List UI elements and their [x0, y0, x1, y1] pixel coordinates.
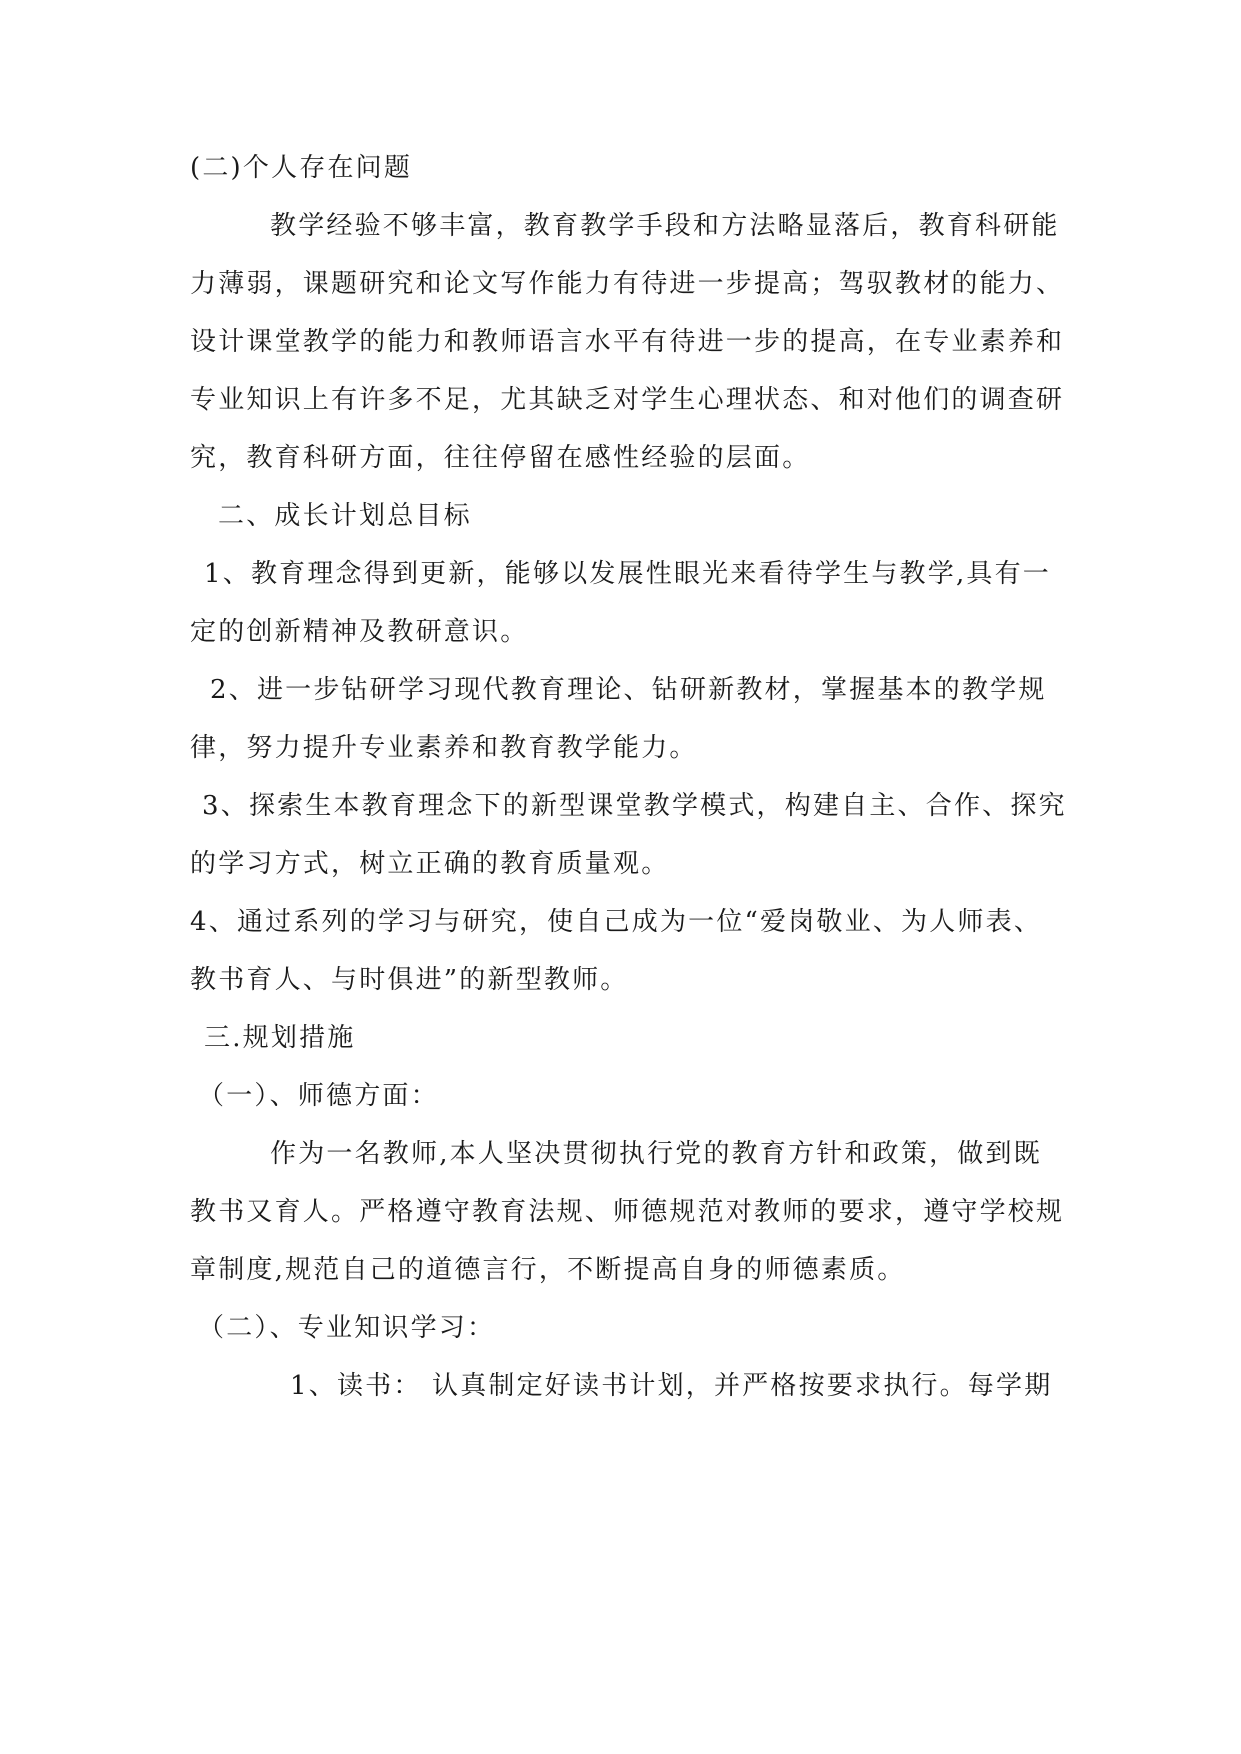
subsection-heading-ethics: （一）、师德方面： — [198, 1081, 439, 1111]
paragraph-line: 教学经验不够丰富，教育教学手段和方法略显落后，教育科研能 — [270, 211, 1060, 241]
paragraph-line: 设计课堂教学的能力和教师语言水平有待进一步的提高，在专业素养和 — [190, 327, 1065, 357]
section-heading-measures: 三.规划措施 — [204, 1023, 356, 1053]
list-item-line: 的学习方式，树立正确的教育质量观。 — [190, 849, 670, 879]
list-item-line: 1、读书： 认真制定好读书计划，并严格按要求执行。每学期 — [290, 1371, 1053, 1401]
list-item-line: 4、通过系列的学习与研究，使自己成为一位“爱岗敬业、为人师表、 — [190, 907, 1043, 937]
paragraph-line: 力薄弱，课题研究和论文写作能力有待进一步提高；驾驭教材的能力、 — [190, 269, 1065, 299]
paragraph-line: 究，教育科研方面，往往停留在感性经验的层面。 — [190, 443, 811, 473]
list-item-line: 2、进一步钻研学习现代教育理论、钻研新教材，掌握基本的教学规 — [210, 675, 1047, 705]
paragraph-line: 专业知识上有许多不足，尤其缺乏对学生心理状态、和对他们的调查研 — [190, 385, 1065, 415]
list-item-line: 1、教育理念得到更新，能够以发展性眼光来看待学生与教学,具有一 — [204, 559, 1052, 589]
list-item-line: 定的创新精神及教研意识。 — [190, 617, 529, 647]
paragraph-line: 教书又育人。严格遵守教育法规、师德规范对教师的要求，遵守学校规 — [190, 1197, 1065, 1227]
list-item-line: 3、探索生本教育理念下的新型课堂教学模式，构建自主、合作、探究 — [202, 791, 1067, 821]
paragraph-line: 章制度,规范自己的道德言行，不断提高自身的师德素质。 — [190, 1255, 906, 1285]
list-item-line: 教书育人、与时俱进”的新型教师。 — [190, 965, 629, 995]
section-heading-personal-problems: (二)个人存在问题 — [190, 153, 413, 183]
list-item-line: 律，努力提升专业素养和教育教学能力。 — [190, 733, 698, 763]
section-heading-growth-goals: 二、成长计划总目标 — [218, 501, 472, 531]
paragraph-line: 作为一名教师,本人坚决贯彻执行党的教育方针和政策，做到既 — [270, 1139, 1042, 1169]
subsection-heading-professional-knowledge: （二）、专业知识学习： — [198, 1313, 496, 1343]
